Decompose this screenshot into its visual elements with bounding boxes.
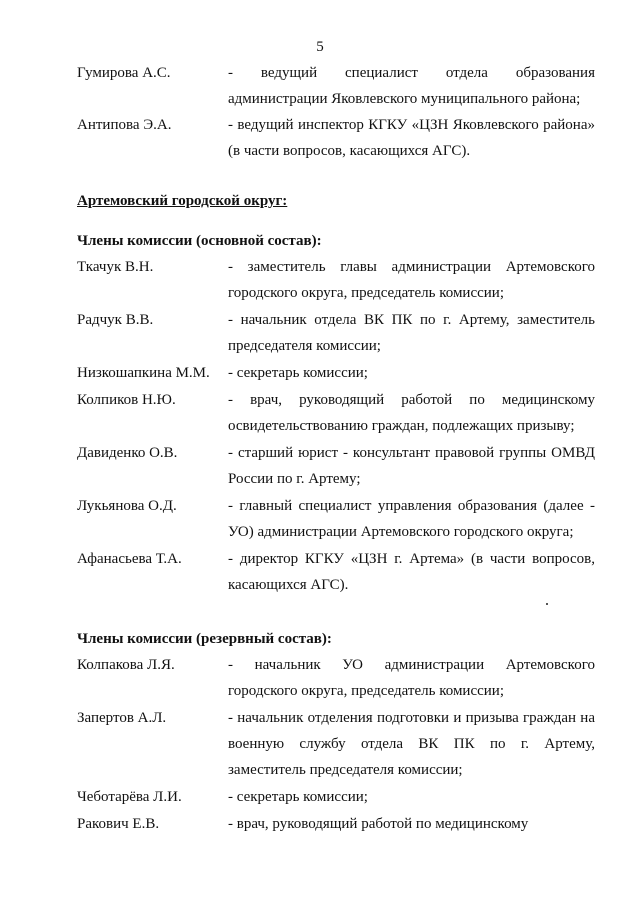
member-entry (77, 440, 595, 492)
scan-speck (546, 603, 548, 605)
member-entry (77, 784, 595, 810)
main-section-heading: Члены комиссии (основной состав): (77, 233, 322, 249)
district-heading: Артемовский городской округ: (77, 193, 288, 209)
member-entry (77, 112, 595, 164)
page-number: 5 (316, 39, 324, 55)
member-name: Запертов А.Л. (77, 710, 167, 726)
member-entry (77, 705, 595, 783)
member-role: - ведущий специалист отдела образования администрации Яковлевского муниципального района; (228, 65, 595, 107)
member-name: Ракович Е.В. (77, 816, 160, 832)
member-name: Давиденко О.В. (77, 445, 178, 461)
member-name: Чеботарёва Л.И. (77, 789, 182, 805)
reserve-section-heading: Члены комиссии (резервный состав): (77, 631, 332, 647)
member-role: - ведущий инспектор КГКУ «ЦЗН Яковлевского района» (в части вопросов, касающихся АГС). (228, 117, 595, 159)
member-name: Колпиков Н.Ю. (77, 392, 176, 408)
member-name: Антипова Э.А. (77, 117, 172, 133)
member-role: - старший юрист - консультант правовой группы ОМВД России по г. Артему; (228, 445, 595, 487)
member-role: - начальник отделения подготовки и призыва граждан на военную службу отдела ВК ПК по г. Артему, заместитель председателя комиссии; (228, 710, 595, 778)
member-entry (77, 493, 595, 545)
member-entry (77, 360, 595, 386)
member-role: - начальник отдела ВК ПК по г. Артему, заместитель председателя комиссии; (228, 312, 595, 354)
document-body (77, 60, 595, 837)
member-entry (77, 652, 595, 704)
member-entry (77, 387, 595, 439)
member-entry (77, 307, 595, 359)
member-role: - врач, руководящий работой по медицинскому освидетельствованию граждан, подлежащих призыву; (228, 392, 595, 434)
member-role: - секретарь комиссии; (228, 789, 368, 805)
member-name: Низкошапкина М.М. (77, 365, 210, 381)
member-entry (77, 60, 595, 112)
member-entry (77, 811, 595, 837)
member-role: - заместитель главы администрации Артемовского городского округа, председатель комиссии; (228, 259, 595, 301)
member-entry (77, 546, 595, 598)
member-entry (77, 254, 595, 306)
member-role: - начальник УО администрации Артемовского городского округа, председатель комиссии; (228, 657, 595, 699)
member-name: Радчук В.В. (77, 312, 154, 328)
member-name: Афанасьева Т.А. (77, 551, 182, 567)
member-name: Ткачук В.Н. (77, 259, 154, 275)
member-name: Колпакова Л.Я. (77, 657, 175, 673)
member-role: - врач, руководящий работой по медицинскому (228, 816, 529, 832)
member-name: Лукьянова О.Д. (77, 498, 177, 514)
member-role: - секретарь комиссии; (228, 365, 368, 381)
member-role: - главный специалист управления образования (далее - УО) администрации Артемовского городского округа; (228, 498, 595, 540)
member-role: - директор КГКУ «ЦЗН г. Артема» (в части вопросов, касающихся АГС). (228, 551, 595, 593)
member-name: Гумирова А.С. (77, 65, 171, 81)
